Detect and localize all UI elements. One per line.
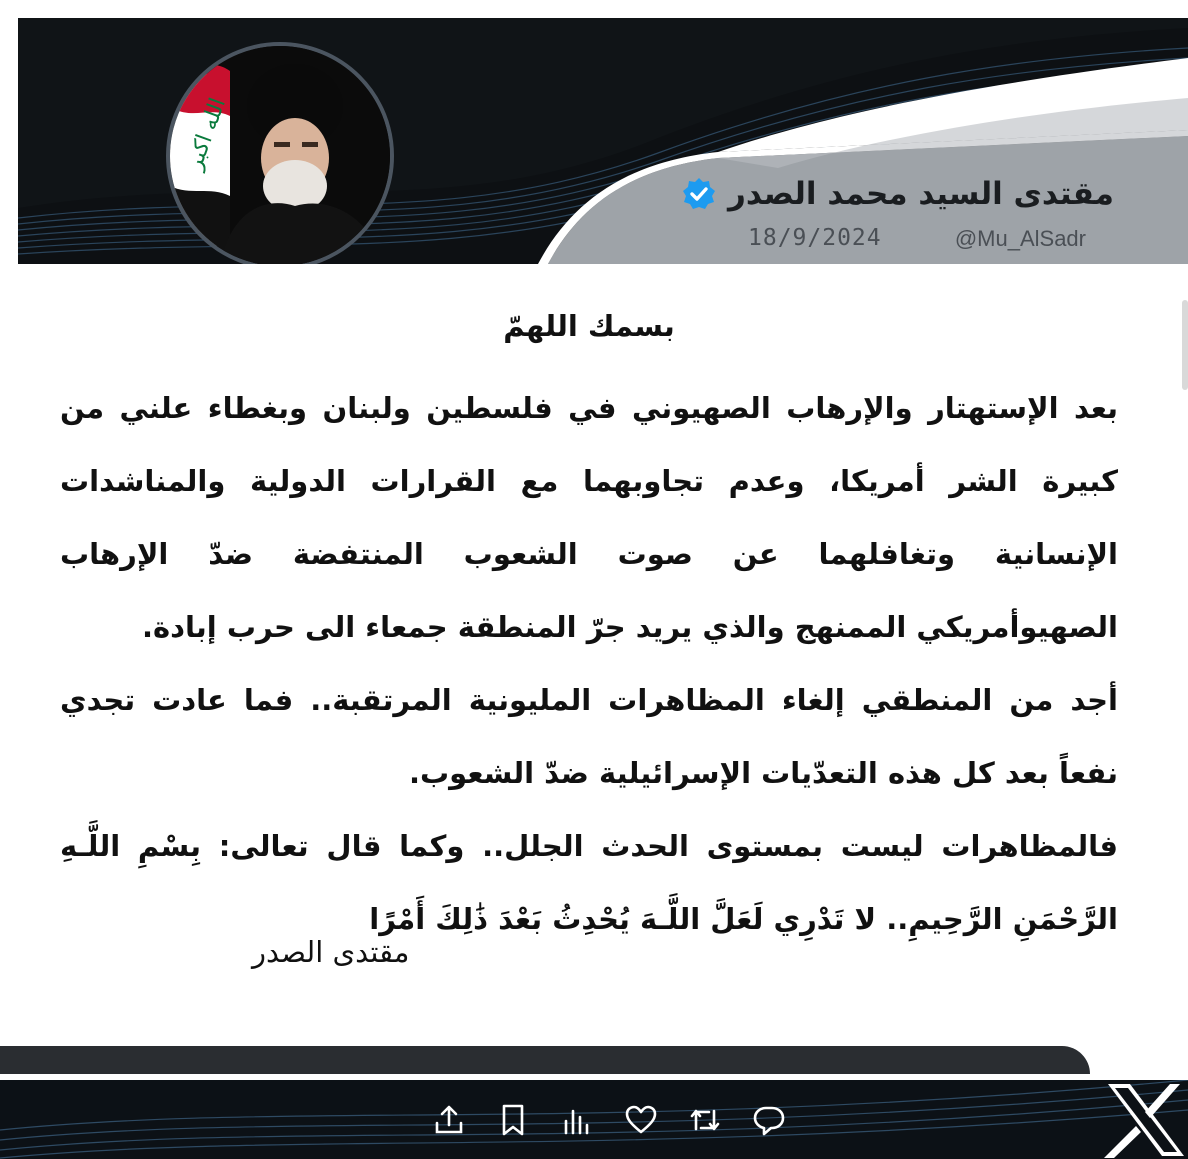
scrollbar[interactable] (1182, 300, 1188, 390)
signature-block (252, 935, 452, 969)
verified-badge-icon (682, 177, 716, 211)
post-body (60, 296, 1118, 956)
repost-button[interactable] (686, 1098, 724, 1142)
basmala-heading: بسمك اللهمّ (503, 309, 675, 343)
bookmark-icon (496, 1103, 530, 1137)
avatar[interactable] (166, 42, 394, 264)
x-logo-icon (1100, 1078, 1188, 1159)
user-handle[interactable]: @Mu_AlSadr (954, 226, 1086, 251)
repost-icon (688, 1103, 722, 1137)
reply-icon (752, 1103, 786, 1137)
views-icon (560, 1103, 594, 1137)
reply-button[interactable] (750, 1098, 788, 1142)
like-button[interactable] (622, 1098, 660, 1142)
post-date: 18/9/2024 (748, 225, 882, 251)
display-name[interactable]: مقتدى السيد محمد الصدر (727, 176, 1114, 212)
share-icon (432, 1103, 466, 1137)
name-row (682, 176, 1114, 212)
avatar-portrait (170, 46, 390, 264)
profile-banner (18, 18, 1188, 264)
like-icon (624, 1103, 658, 1137)
action-bar (430, 1098, 788, 1142)
paragraph-2: أجد من المنطقي إلغاء المظاهرات المليونية المرتقبة.. فما عادت تجدي نفعاً بعد كل هذه التعدّيات الإسرائيلية ضدّ الشعوب. (60, 683, 1118, 790)
footer-divider (0, 1046, 1090, 1074)
bookmark-button[interactable] (494, 1098, 532, 1142)
share-button[interactable] (430, 1098, 468, 1142)
signature: مقتدى الصدر (252, 935, 410, 969)
svg-text:الله اكبر: الله اكبر (182, 94, 232, 174)
paragraph-1: بعد الإستهتار والإرهاب الصهيوني في فلسطين ولبنان وبغطاء علني من كبيرة الشر أمريكا، وعدم تجاوبهما مع القرارات الدولية والمناشدات الإنسانية وتغافلهما عن صوت الشعوب المنتفضة ضدّ الإرهاب الصهيوأمريكي الممنهج والذي يريد جرّ المنطقة جمعاء الى حرب إبادة. (60, 391, 1118, 644)
views-button[interactable] (558, 1098, 596, 1142)
paragraph-3: فالمظاهرات ليست بمستوى الحدث الجلل.. وكما قال تعالى: بِسْمِ اللَّـهِ الرَّحْمَنِ الرَّحِيمِ.. لا تَدْرِي لَعَلَّ اللَّـهَ يُحْدِثُ بَعْدَ ذَٰلِكَ أَمْرًا (60, 829, 1118, 936)
